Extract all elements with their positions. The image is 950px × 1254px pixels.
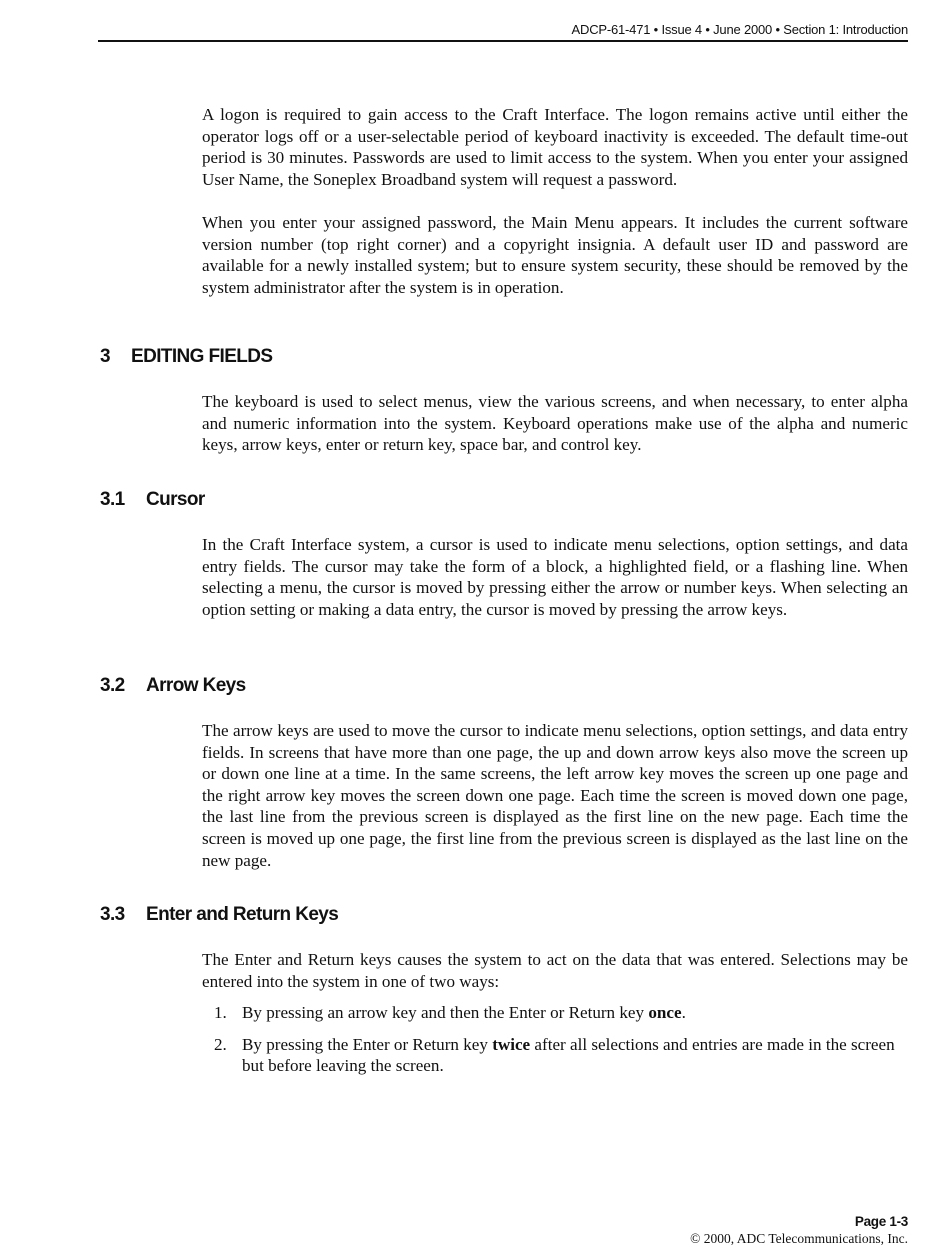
list-item-emphasis: twice bbox=[492, 1034, 531, 1054]
list-item-text: By pressing an arrow key and then the Enter or Return key bbox=[242, 1003, 649, 1022]
list-item-text-end: . bbox=[681, 1003, 686, 1022]
section-paragraph-editing-fields: The keyboard is used to select menus, view the various screens, and when necessary, to enter alpha and numeric information into the system. Keyboard operations make use of the alpha and numeric keys, arrow keys, enter or return key, space bar, and control key. bbox=[202, 392, 908, 455]
selection-methods-list bbox=[202, 1002, 908, 1077]
list-item-text: By pressing the Enter or Return key bbox=[242, 1034, 493, 1054]
list-item-number: 1. bbox=[214, 1003, 227, 1022]
section-heading-editing-fields bbox=[100, 346, 273, 368]
section-heading-arrow-keys bbox=[100, 675, 246, 697]
copyright-notice: © 2000, ADC Telecommunications, Inc. bbox=[690, 1231, 908, 1246]
section-title: EDITING FIELDS bbox=[131, 346, 273, 367]
section-title: Enter and Return Keys bbox=[146, 904, 339, 925]
list-item-number: 2. bbox=[214, 1034, 227, 1054]
section-heading-cursor bbox=[100, 489, 205, 511]
list-item bbox=[202, 1034, 908, 1077]
intro-paragraph-logon: A logon is required to gain access to the Craft Interface. The logon remains active until either the operator logs off or a user-selectable period of keyboard inactivity is exceeded. The default time-out period is 30 minutes. Passwords are used to limit access to the system. When you enter your assigned User Name, the Soneplex Broadband system will request a password. bbox=[202, 105, 908, 189]
section-paragraph-enter-return-keys: The Enter and Return keys causes the system to act on the data that was entered. Selections may be entered into the system in one of two ways: bbox=[202, 950, 908, 991]
section-heading-enter-return-keys bbox=[100, 904, 338, 926]
section-number: 3.1 bbox=[100, 489, 125, 510]
section-paragraph-arrow-keys: The arrow keys are used to move the cursor to indicate menu selections, option settings, and data entry fields. In screens that have more than one page, the up and down arrow keys also move the screen up or down one line at a time. In the same screens, the left arrow key moves the screen up one page and the right arrow key moves the screen down one page. Each time the screen is moved down one page, the last line from the previous screen is displayed as the first line on the new page. Each time the screen is moved up one page, the first line from the previous screen is displayed as the last line on the new page. bbox=[202, 721, 908, 870]
header-rule bbox=[98, 40, 908, 42]
section-number: 3.2 bbox=[100, 675, 125, 696]
section-title: Arrow Keys bbox=[146, 675, 246, 696]
section-number: 3 bbox=[100, 346, 110, 367]
list-item bbox=[202, 1002, 908, 1024]
running-header: ADCP-61-471 • Issue 4 • June 2000 • Section 1: Introduction bbox=[571, 22, 908, 37]
section-number: 3.3 bbox=[100, 904, 125, 925]
page-number: Page 1-3 bbox=[854, 1214, 908, 1229]
list-item-text-end: after all selections and entries are made in the screen but before leaving the screen. bbox=[242, 1034, 895, 1076]
intro-paragraph-password: When you enter your assigned password, the Main Menu appears. It includes the current software version number (top right corner) and a copyright insignia. A default user ID and password are available for a newly installed system; but to ensure system security, these should be removed by the system administrator after the system is in operation. bbox=[202, 213, 908, 297]
section-paragraph-cursor: In the Craft Interface system, a cursor is used to indicate menu selections, option settings, and data entry fields. The cursor may take the form of a block, a highlighted field, or a flashing line. When selecting a menu, the cursor is moved by pressing either the arrow or number keys. When selecting an option setting or making a data entry, the cursor is moved by pressing the arrow keys. bbox=[202, 535, 908, 619]
list-item-emphasis: once bbox=[648, 1003, 682, 1022]
section-title: Cursor bbox=[146, 489, 205, 510]
